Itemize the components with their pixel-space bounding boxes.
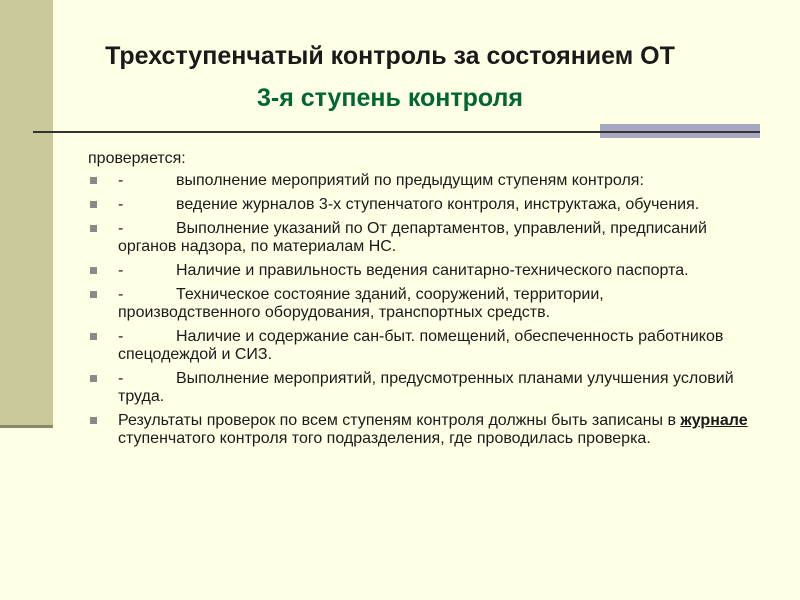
item-text: Техническое состояние зданий, сооружений, территории, производственного оборудования, транспортных средств. — [118, 286, 604, 321]
item-dash: - — [118, 172, 124, 189]
square-bullet-icon — [90, 267, 97, 274]
square-bullet-icon — [90, 333, 97, 340]
item-dash: - — [118, 286, 124, 303]
item-text: Выполнение указаний по От департаментов, управлений, предписаний органов надзора, по материалам НС. — [118, 220, 707, 255]
item-dash: - — [118, 196, 124, 213]
item-dash: - — [118, 220, 124, 237]
item-text: Наличие и содержание сан-быт. помещений, обеспеченность работников спецодеждой и СИЗ. — [118, 328, 724, 363]
list-item — [88, 220, 748, 256]
check-list — [88, 172, 748, 448]
side-decoration-edge — [0, 425, 53, 428]
list-item — [88, 286, 748, 322]
final-text-before: Результаты проверок по всем ступеням контроля должны быть записаны в — [118, 412, 681, 429]
square-bullet-icon — [90, 291, 97, 298]
list-item — [88, 172, 748, 190]
item-text: ведение журналов 3-х ступенчатого контроля, инструктажа, обучения. — [176, 196, 700, 213]
item-dash: - — [118, 328, 124, 345]
list-item — [88, 196, 748, 214]
square-bullet-icon — [90, 375, 97, 382]
square-bullet-icon — [90, 417, 97, 424]
item-text: выполнение мероприятий по предыдущим ступеням контроля: — [176, 172, 644, 189]
slide-subtitle: 3-я ступень контроля — [256, 84, 524, 112]
item-dash: - — [118, 262, 124, 279]
journal-keyword: журнале — [680, 412, 748, 429]
item-dash: - — [118, 370, 124, 387]
slide-body — [88, 150, 748, 454]
item-text: Наличие и правильность ведения санитарно-технического паспорта. — [176, 262, 689, 279]
final-text-after: ступенчатого контроля того подразделения, где проводилась проверка. — [118, 430, 651, 447]
list-item — [88, 262, 748, 280]
item-text: Выполнение мероприятий, предусмотренных планами улучшения условий труда. — [118, 370, 734, 405]
square-bullet-icon — [90, 177, 97, 184]
list-item-final — [88, 412, 748, 448]
title-divider — [33, 131, 760, 133]
slide-title: Трехступенчатый контроль за состоянием ОТ — [105, 42, 675, 70]
lead-text: проверяется: — [88, 150, 186, 167]
square-bullet-icon — [90, 225, 97, 232]
list-item — [88, 328, 748, 364]
list-item — [88, 370, 748, 406]
square-bullet-icon — [90, 201, 97, 208]
